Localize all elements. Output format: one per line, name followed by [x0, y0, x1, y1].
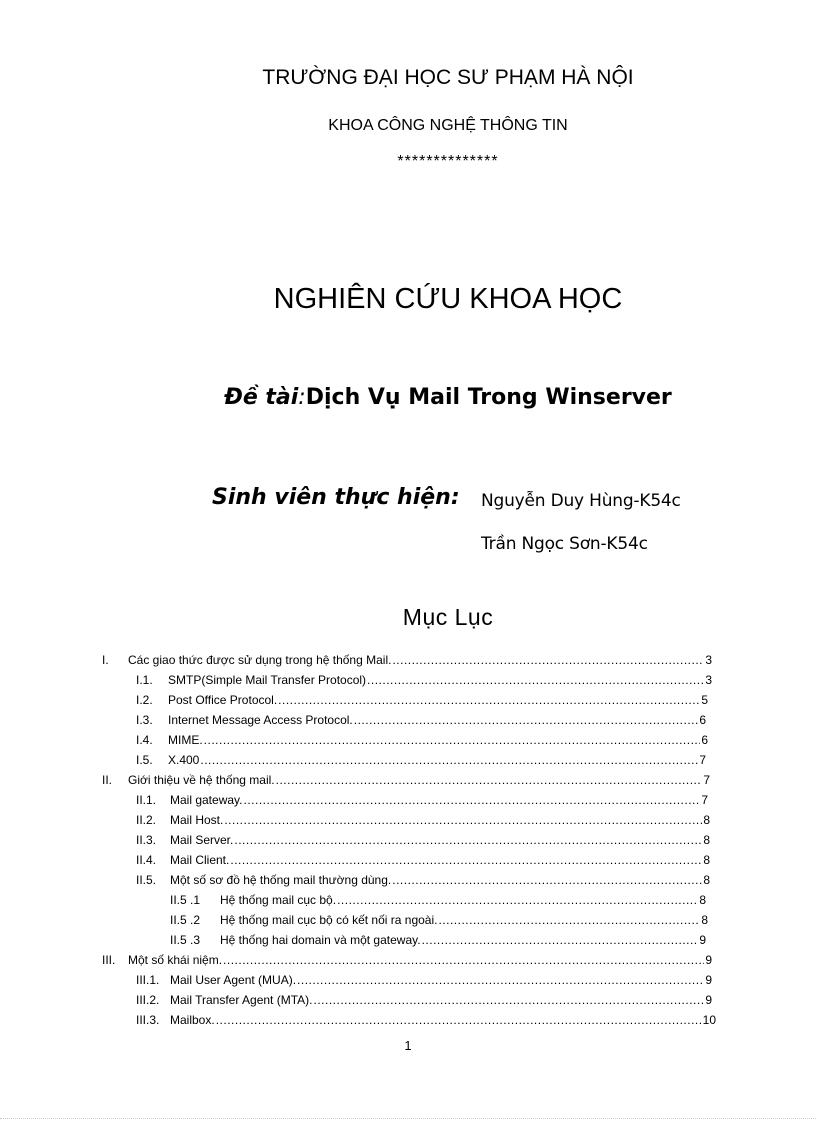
toc-entry-number: III.: [102, 953, 116, 967]
toc-entry-title: Internet Message Access Protocol.: [168, 713, 353, 727]
toc-entry-number: III.1.: [136, 973, 160, 987]
faculty-name: KHOA CÔNG NGHỆ THÔNG TIN: [328, 117, 568, 134]
toc-entry[interactable]: [136, 831, 710, 847]
toc-entry-title: X.400: [168, 753, 200, 767]
toc-dot-leader: [278, 693, 700, 707]
toc-entry-title: Mail Transfer Agent (MTA).: [170, 993, 313, 1007]
toc-entry-number: II.5.: [136, 873, 157, 887]
toc-entry-page: 9: [699, 933, 706, 947]
toc-entry[interactable]: [170, 931, 706, 947]
toc-entry[interactable]: [170, 891, 706, 907]
toc-dot-leader: [367, 673, 704, 687]
toc-entry-page: 9: [705, 973, 712, 987]
toc-entry[interactable]: [136, 991, 712, 1007]
toc-entry[interactable]: [136, 851, 710, 867]
toc-entry-page: 9: [705, 953, 712, 967]
toc-entry-page: 7: [701, 793, 708, 807]
toc-entry-page: 8: [699, 893, 706, 907]
toc-entry-title: Hệ thống mail cục bộ có kết nối ra ngoài.: [220, 913, 438, 927]
toc-entry-number: II.5 .3: [170, 933, 201, 947]
toc-entry-title: Mail User Agent (MUA).: [170, 973, 297, 987]
toc-entry-title: SMTP(Simple Mail Transfer Protocol): [168, 673, 367, 687]
toc-entry[interactable]: [102, 771, 710, 787]
toc-entry-number: III.2.: [136, 993, 160, 1007]
toc-entry-title: Hệ thống hai domain và một gateway.: [220, 933, 421, 947]
toc-dot-leader: [234, 833, 702, 847]
toc-entry-number: II.4.: [136, 853, 157, 867]
toc-entry-title: Mailbox.: [170, 1013, 215, 1027]
toc-entry[interactable]: [102, 951, 712, 967]
bottom-dotted-divider: [0, 1118, 816, 1119]
toc-entry-number: I.3.: [136, 713, 153, 727]
toc-entry-page: 3: [705, 673, 712, 687]
toc-entry-title: MIME.: [168, 733, 203, 747]
toc-entry-title: Mail Host.: [170, 813, 224, 827]
toc-dot-leader: [392, 873, 702, 887]
toc-entry[interactable]: [136, 871, 710, 887]
toc-dot-leader: [243, 793, 700, 807]
toc-entry-title: Các giao thức được sử dụng trong hệ thống Mail.: [128, 653, 392, 667]
toc-entry-page: 7: [703, 773, 710, 787]
toc-entry-title: Mail gateway.: [170, 793, 243, 807]
topic-separator: :: [298, 385, 306, 410]
university-name: TRƯỜNG ĐẠI HỌC SƯ PHẠM HÀ NỘI: [262, 66, 634, 89]
page-number: 1: [404, 1038, 412, 1053]
toc-entry-title: Một số sơ đồ hệ thống mail thường dùng.: [170, 873, 392, 887]
toc-entry-number: I.1.: [136, 673, 153, 687]
toc-entry-page: 8: [703, 813, 710, 827]
toc-entry-page: 6: [699, 713, 706, 727]
toc-dot-leader: [223, 953, 704, 967]
toc-entry[interactable]: [136, 811, 710, 827]
toc-entry-number: I.5.: [136, 753, 153, 767]
toc-entry[interactable]: [136, 671, 712, 687]
toc-title: Mục Lục: [402, 604, 494, 630]
toc-entry-page: 8: [703, 853, 710, 867]
toc-dot-leader: [230, 853, 702, 867]
toc-entry[interactable]: [136, 751, 706, 767]
toc-entry-number: II.3.: [136, 833, 157, 847]
toc-entry-number: II.2.: [136, 813, 157, 827]
toc-entry-title: Hệ thống mail cục bộ.: [220, 893, 337, 907]
toc-entry-number: II.1.: [136, 793, 157, 807]
toc-entry-page: 8: [703, 833, 710, 847]
toc-dot-leader: [204, 733, 701, 747]
toc-entry-number: I.: [102, 653, 109, 667]
toc-entry[interactable]: [102, 651, 712, 667]
toc-entry-title: Một số khái niệm.: [128, 953, 223, 967]
toc-entry-number: I.4.: [136, 733, 153, 747]
topic-label: Đề tài: [224, 385, 299, 410]
toc-entry-page: 6: [701, 733, 708, 747]
toc-entry-number: II.5 .2: [170, 913, 201, 927]
toc-entry[interactable]: [136, 1011, 716, 1027]
toc-entry[interactable]: [170, 911, 708, 927]
toc-dot-leader: [392, 653, 704, 667]
toc-dot-leader: [200, 753, 698, 767]
topic-value: Dịch Vụ Mail Trong Winserver: [305, 385, 672, 410]
toc-entry[interactable]: [136, 691, 708, 707]
toc-entry-page: 3: [705, 653, 712, 667]
toc-entry-title: Mail Server.: [170, 833, 234, 847]
toc-dot-leader: [422, 933, 699, 947]
toc-entry[interactable]: [136, 731, 708, 747]
toc-entry-number: II.: [102, 773, 113, 787]
toc-entry-number: III.3.: [136, 1013, 160, 1027]
toc-dot-leader: [297, 973, 704, 987]
toc-entry-page: 5: [701, 693, 708, 707]
student-name-2: Trần Ngọc Sơn-K54c: [481, 534, 648, 554]
toc-dot-leader: [337, 893, 698, 907]
toc-dot-leader: [224, 813, 702, 827]
toc-entry-page: 9: [705, 993, 712, 1007]
student-name-1: Nguyễn Duy Hùng-K54c: [481, 491, 681, 511]
toc-entry-number: II.5 .1: [170, 893, 201, 907]
toc-dot-leader: [354, 713, 699, 727]
document-title: NGHIÊN CỨU KHOA HỌC: [273, 283, 623, 315]
toc-entry[interactable]: [136, 791, 708, 807]
toc-entry-page: 8: [703, 873, 710, 887]
toc-entry-title: Mail Client.: [170, 853, 230, 867]
toc-entry-page: 8: [701, 913, 708, 927]
toc-entry[interactable]: [136, 971, 712, 987]
toc-dot-leader: [313, 993, 704, 1007]
toc-entry-title: Giới thiệu về hệ thống mail.: [128, 773, 275, 787]
students-label: Sinh viên thực hiện:: [212, 485, 460, 510]
toc-entry-title: Post Office Protocol.: [168, 693, 278, 707]
toc-entry[interactable]: [136, 711, 706, 727]
toc-entry-number: I.2.: [136, 693, 153, 707]
toc-dot-leader: [216, 1013, 702, 1027]
toc-entry-page: 7: [699, 753, 706, 767]
toc-dot-leader: [438, 913, 700, 927]
toc-entry-page: 10: [702, 1013, 716, 1027]
star-divider: **************: [397, 153, 499, 170]
toc-dot-leader: [276, 773, 703, 787]
